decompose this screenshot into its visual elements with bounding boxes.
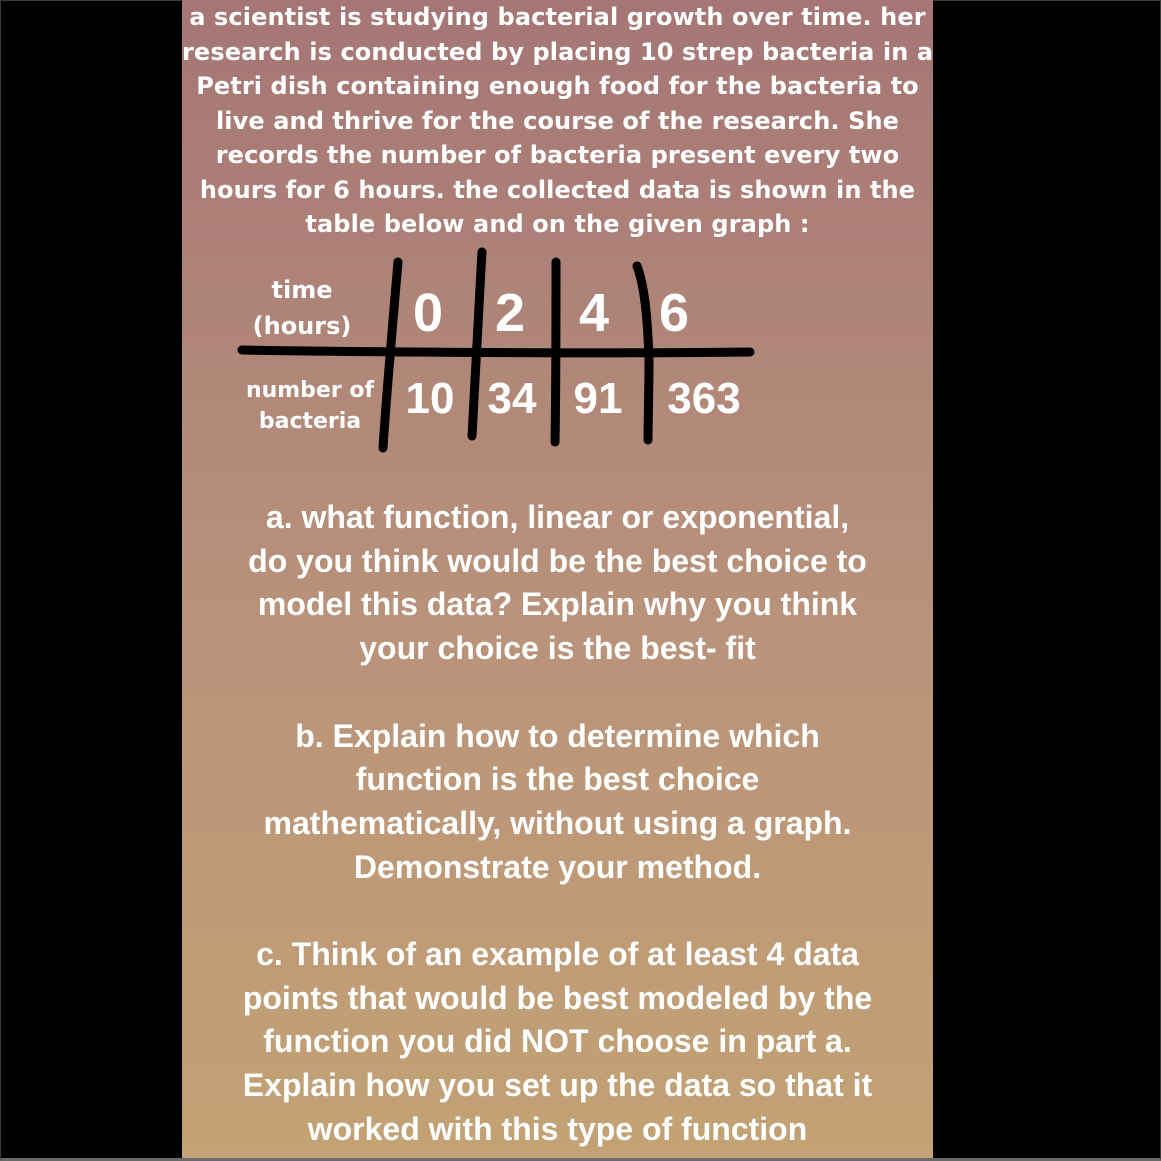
time-cell: 6 [658, 283, 690, 343]
question-line: your choice is the best- fit [359, 630, 756, 667]
count-cell: 10 [405, 374, 455, 423]
time-cell: 4 [578, 283, 610, 343]
question-line: b. Explain how to determine which [295, 717, 820, 754]
bacteria-label-line: number of [245, 378, 375, 403]
time-label-line: (hours) [252, 312, 352, 340]
question-line: points that would be best modeled by the [242, 979, 873, 1016]
time-label-line: time [271, 276, 333, 304]
question-c [182, 933, 933, 1152]
intro-line: table below and on the given graph : [305, 210, 810, 238]
bacteria-label [240, 375, 380, 437]
intro-line: records the number of bacteria present every two [215, 141, 900, 169]
question-line: mathematically, without using a graph. [263, 804, 852, 841]
question-line: model this data? Explain why you think [257, 586, 858, 623]
story-panel [182, 0, 933, 1158]
time-cell: 2 [494, 283, 526, 343]
question-line: Explain how you set up the data so that it [242, 1067, 873, 1104]
question-line: do you think would be the best choice to [248, 542, 867, 579]
column-divider-line [472, 252, 482, 436]
intro-line: Petri dish containing enough food for the bacteria to [196, 72, 919, 100]
question-line: c. Think of an example of at least 4 data [256, 936, 859, 972]
data-table [182, 0, 933, 480]
time-cell: 0 [412, 283, 444, 343]
intro-line: hours for 6 hours. the collected data is shown in the [199, 175, 916, 204]
intro-line: research is conducted by placing 10 strep bacteria in a [182, 37, 933, 66]
bacteria-label-line: bacteria [258, 409, 362, 434]
intro-line: live and thrive for the course of the research. She [215, 106, 900, 135]
question-a [182, 496, 933, 671]
question-line: function is the best choice [355, 761, 760, 798]
question-line: Demonstrate your method. [353, 848, 762, 885]
count-cell: 34 [487, 374, 537, 423]
question-line: a. what function, linear or exponential, [265, 499, 850, 535]
question-line: worked with this type of function [307, 1110, 808, 1147]
column-divider-line [637, 266, 649, 440]
count-cell: 363 [667, 374, 741, 423]
column-divider-line [555, 262, 556, 442]
row-divider-line [242, 350, 750, 353]
column-divider-line [383, 262, 398, 448]
time-label [242, 272, 362, 344]
question-line: function you did NOT choose in part a. [263, 1023, 852, 1060]
intro-line: a scientist is studying bacterial growth over time. her [189, 3, 926, 31]
questions-section [182, 496, 933, 1158]
count-cell: 91 [573, 374, 623, 423]
question-b [182, 715, 933, 890]
